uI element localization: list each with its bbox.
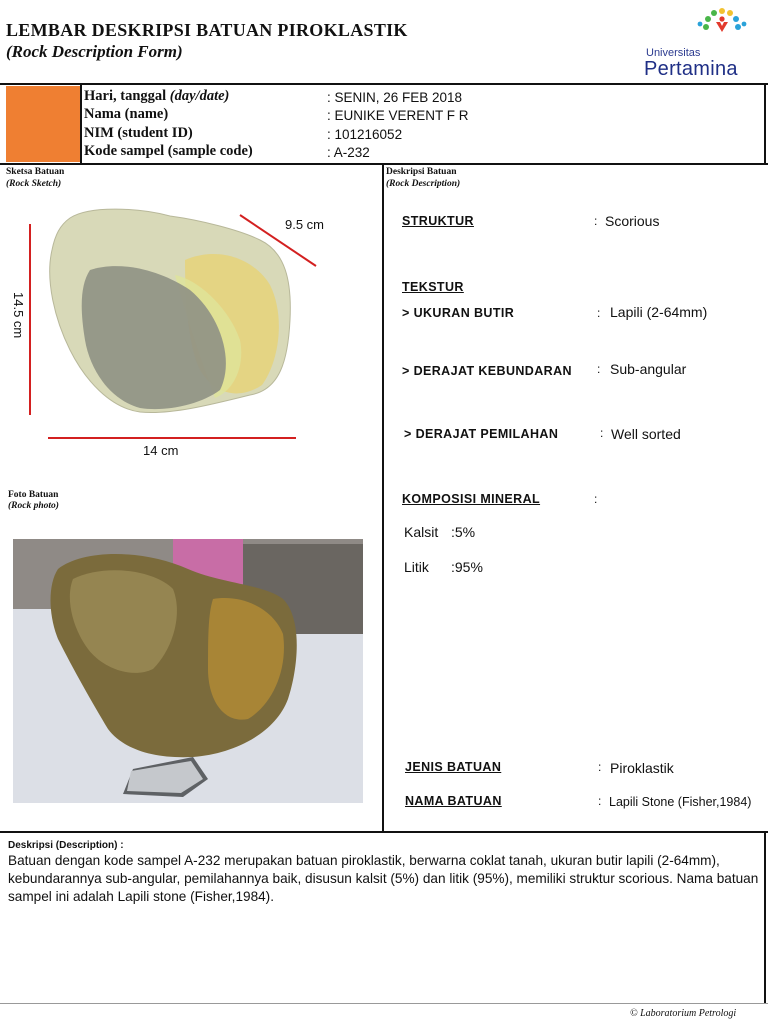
sketch-width-label: 14 cm xyxy=(143,443,179,458)
photo-subtitle: (Rock photo) xyxy=(8,501,59,511)
pemilahan-label: > DERAJAT PEMILAHAN xyxy=(404,427,559,441)
header-value-student-id: : 101216052 xyxy=(327,127,403,142)
header-value-name: : EUNIKE VERENT F R xyxy=(327,108,469,123)
sketch-subtitle: (Rock Sketch) xyxy=(6,179,62,189)
photo-title: Foto Batuan xyxy=(8,490,59,500)
divider-header-right xyxy=(764,84,766,164)
header-value-sample-code: : A-232 xyxy=(327,145,370,160)
header-label-sample-code: Kode sampel (sample code) xyxy=(84,143,253,159)
divider-summary-right xyxy=(764,832,766,1004)
komposisi-colon: : xyxy=(594,492,598,506)
sketch-depth-label: 9.5 cm xyxy=(285,217,325,232)
struktur-colon: : xyxy=(594,214,598,228)
header-label-name: Nama (name) xyxy=(84,106,169,122)
form-subtitle: (Rock Description Form) xyxy=(6,42,183,61)
header-label-date: Hari, tanggal (day/date) xyxy=(84,88,230,104)
copyright-text: © Laboratorium Petrologi xyxy=(630,1008,737,1019)
rock-sketch xyxy=(0,190,382,470)
pemilahan-colon: : xyxy=(600,426,604,440)
ukuran-value: Lapili (2-64mm) xyxy=(610,304,708,320)
divider-header-bottom xyxy=(0,163,768,165)
nama-colon: : xyxy=(598,794,602,808)
struktur-value: Scorious xyxy=(605,213,660,229)
jenis-value: Piroklastik xyxy=(610,760,674,776)
kebundaran-value: Sub-angular xyxy=(610,361,687,377)
kebundaran-colon: : xyxy=(597,362,601,376)
form-title: LEMBAR DESKRIPSI BATUAN PIROKLASTIK xyxy=(6,20,408,40)
jenis-colon: : xyxy=(598,760,602,774)
summary-title: Deskripsi (Description) : xyxy=(8,840,124,851)
header-label-student-id: NIM (student ID) xyxy=(84,125,193,141)
komposisi-label: KOMPOSISI MINERAL xyxy=(402,492,541,506)
divider-bottom xyxy=(0,831,768,833)
description-title: Deskripsi Batuan xyxy=(386,167,457,177)
ukuran-colon: : xyxy=(597,306,601,320)
mineral-value-kalsit: :5% xyxy=(451,524,476,540)
divider-top xyxy=(0,83,768,85)
mineral-name-litik: Litik xyxy=(404,559,429,575)
summary-text: Batuan dengan kode sampel A-232 merupakan batuan piroklastik, berwarna coklat tanah, ukuran butir lapili (2-64mm), kebundarannya sub-angular, pemilahannya baik, disusun kalsit (5%) dan litik (95%), memiliki struktur scorious. Nama batuan sampel ini adalah Lapili stone (Fisher,1984). xyxy=(8,853,759,904)
rock-photo xyxy=(13,539,363,803)
description-subtitle: (Rock Description) xyxy=(386,179,461,189)
divider-header-vertical xyxy=(80,84,82,164)
mineral-value-litik: :95% xyxy=(451,559,483,575)
divider-footer xyxy=(0,1003,768,1004)
struktur-label: STRUKTUR xyxy=(402,214,474,228)
accent-block xyxy=(6,86,80,162)
kebundaran-label: > DERAJAT KEBUNDARAN xyxy=(402,364,572,378)
sketch-height-label: 14.5 cm xyxy=(11,292,26,339)
mineral-name-kalsit: Kalsit xyxy=(404,524,439,540)
ukuran-label: > UKURAN BUTIR xyxy=(402,306,515,320)
divider-middle-vertical xyxy=(382,164,384,832)
tekstur-label: TEKSTUR xyxy=(402,280,464,294)
logo-text-big: Pertamina xyxy=(644,58,738,80)
nama-label: NAMA BATUAN xyxy=(405,794,502,808)
nama-value: Lapili Stone (Fisher,1984) xyxy=(609,795,752,809)
jenis-label: JENIS BATUAN xyxy=(405,760,502,774)
pemilahan-value: Well sorted xyxy=(611,426,681,442)
header-value-date: : SENIN, 26 FEB 2018 xyxy=(327,90,463,105)
logo-text-small: Universitas xyxy=(646,47,701,59)
sketch-title: Sketsa Batuan xyxy=(6,167,65,177)
